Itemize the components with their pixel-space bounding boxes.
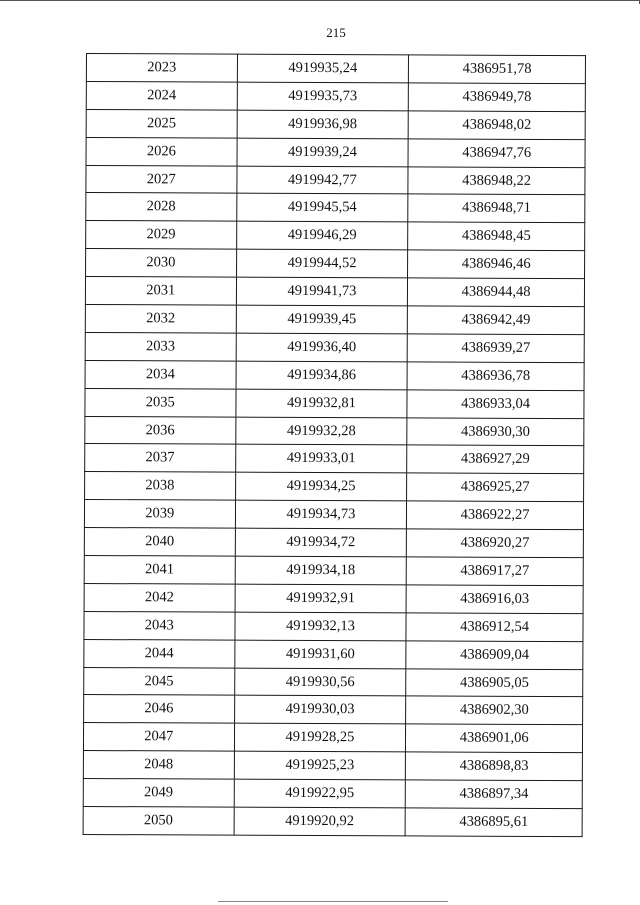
- x-coordinate-cell: 4919944,52: [236, 249, 408, 278]
- y-coordinate-cell: 4386930,30: [407, 417, 584, 446]
- table-row: [84, 583, 583, 613]
- table-row: [85, 305, 584, 335]
- point-number-cell: 2028: [86, 193, 237, 222]
- y-coordinate-cell: 4386948,02: [408, 111, 585, 140]
- point-number-cell: 2026: [86, 137, 237, 166]
- x-coordinate-cell: 4919922,95: [234, 779, 406, 808]
- x-coordinate-cell: 4919932,13: [235, 612, 407, 641]
- table-row: [86, 165, 585, 195]
- table-row: [84, 667, 583, 697]
- y-coordinate-cell: 4386901,06: [406, 724, 583, 753]
- y-coordinate-cell: 4386927,29: [407, 445, 584, 474]
- point-number-cell: 2024: [86, 81, 237, 110]
- y-coordinate-cell: 4386916,03: [406, 585, 583, 614]
- x-coordinate-cell: 4919920,92: [234, 807, 406, 836]
- table-row: [85, 444, 584, 474]
- point-number-cell: 2042: [84, 583, 235, 612]
- table-row: [83, 723, 582, 753]
- table-row: [86, 109, 585, 139]
- table-row: [84, 556, 583, 586]
- x-coordinate-cell: 4919925,23: [234, 751, 406, 780]
- y-coordinate-cell: 4386920,27: [407, 529, 584, 558]
- x-coordinate-cell: 4919933,01: [235, 445, 407, 474]
- point-number-cell: 2038: [85, 472, 236, 501]
- y-coordinate-cell: 4386898,83: [406, 752, 583, 781]
- y-coordinate-cell: 4386942,49: [408, 306, 585, 335]
- point-number-cell: 2029: [86, 221, 237, 250]
- x-coordinate-cell: 4919945,54: [236, 194, 408, 223]
- table-row: [84, 611, 583, 641]
- x-coordinate-cell: 4919932,81: [236, 389, 408, 418]
- x-coordinate-cell: 4919932,91: [235, 584, 407, 613]
- x-coordinate-cell: 4919934,72: [235, 528, 407, 557]
- point-number-cell: 2044: [84, 639, 235, 668]
- table-row: [84, 500, 583, 530]
- x-coordinate-cell: 4919934,86: [236, 361, 408, 390]
- point-number-cell: 2025: [86, 109, 237, 138]
- y-coordinate-cell: 4386905,05: [406, 668, 583, 697]
- point-number-cell: 2034: [85, 360, 236, 389]
- x-coordinate-cell: 4919932,28: [235, 417, 407, 446]
- y-coordinate-cell: 4386936,78: [407, 362, 584, 391]
- point-number-cell: 2033: [85, 332, 236, 361]
- table-row: [85, 416, 584, 446]
- table-row: [85, 332, 584, 362]
- table-row: [86, 81, 585, 111]
- table-row: [85, 388, 584, 418]
- coordinates-table-body: [83, 54, 585, 837]
- x-coordinate-cell: 4919934,25: [235, 473, 407, 502]
- point-number-cell: 2027: [86, 165, 237, 194]
- bottom-rule: [218, 901, 448, 902]
- table-row: [83, 751, 582, 781]
- x-coordinate-cell: 4919928,25: [234, 724, 406, 753]
- point-number-cell: 2030: [86, 249, 237, 278]
- y-coordinate-cell: 4386917,27: [406, 557, 583, 586]
- x-coordinate-cell: 4919936,98: [237, 110, 409, 139]
- page-number: 215: [326, 25, 346, 40]
- table-row: [85, 277, 584, 307]
- y-coordinate-cell: 4386922,27: [407, 501, 584, 530]
- table-row: [86, 193, 585, 223]
- point-number-cell: 2039: [84, 500, 235, 529]
- coordinates-table: [83, 53, 586, 837]
- point-number-cell: 2049: [83, 779, 234, 808]
- x-coordinate-cell: 4919941,73: [236, 277, 408, 306]
- table-row: [85, 360, 584, 390]
- point-number-cell: 2046: [84, 695, 235, 724]
- x-coordinate-cell: 4919930,56: [234, 668, 406, 697]
- point-number-cell: 2040: [84, 528, 235, 557]
- y-coordinate-cell: 4386909,04: [406, 641, 583, 670]
- x-coordinate-cell: 4919930,03: [234, 696, 406, 725]
- point-number-cell: 2036: [85, 416, 236, 445]
- y-coordinate-cell: 4386902,30: [406, 696, 583, 725]
- y-coordinate-cell: 4386925,27: [407, 473, 584, 502]
- table-row: [86, 54, 585, 84]
- x-coordinate-cell: 4919939,24: [237, 138, 409, 167]
- y-coordinate-cell: 4386946,46: [408, 250, 585, 279]
- point-number-cell: 2037: [85, 444, 236, 473]
- x-coordinate-cell: 4919931,60: [234, 640, 406, 669]
- table-row: [83, 807, 582, 837]
- x-coordinate-cell: 4919942,77: [236, 166, 408, 195]
- point-number-cell: 2050: [83, 807, 234, 836]
- y-coordinate-cell: 4386948,22: [408, 166, 585, 195]
- y-coordinate-cell: 4386949,78: [409, 83, 586, 112]
- point-number-cell: 2023: [86, 54, 237, 83]
- x-coordinate-cell: 4919939,45: [236, 305, 408, 334]
- y-coordinate-cell: 4386951,78: [409, 55, 586, 84]
- table-row: [84, 639, 583, 669]
- y-coordinate-cell: 4386947,76: [408, 139, 585, 168]
- table-row: [86, 137, 585, 167]
- y-coordinate-cell: 4386948,71: [408, 194, 585, 223]
- y-coordinate-cell: 4386895,61: [405, 808, 582, 837]
- point-number-cell: 2045: [84, 667, 235, 696]
- x-coordinate-cell: 4919946,29: [236, 222, 408, 251]
- point-number-cell: 2035: [85, 388, 236, 417]
- point-number-cell: 2041: [84, 556, 235, 585]
- y-coordinate-cell: 4386948,45: [408, 222, 585, 251]
- point-number-cell: 2047: [83, 723, 234, 752]
- table-row: [83, 779, 582, 809]
- y-coordinate-cell: 4386912,54: [406, 613, 583, 642]
- x-coordinate-cell: 4919935,24: [237, 54, 409, 83]
- point-number-cell: 2043: [84, 611, 235, 640]
- table-row: [84, 528, 583, 558]
- x-coordinate-cell: 4919935,73: [237, 82, 409, 111]
- table-row: [86, 249, 585, 279]
- y-coordinate-cell: 4386933,04: [407, 390, 584, 419]
- point-number-cell: 2048: [83, 751, 234, 780]
- table-row: [84, 695, 583, 725]
- point-number-cell: 2031: [85, 277, 236, 306]
- table-row: [85, 472, 584, 502]
- x-coordinate-cell: 4919936,40: [236, 333, 408, 362]
- y-coordinate-cell: 4386944,48: [408, 278, 585, 307]
- y-coordinate-cell: 4386897,34: [405, 780, 582, 809]
- point-number-cell: 2032: [85, 305, 236, 334]
- x-coordinate-cell: 4919934,18: [235, 556, 407, 585]
- table-row: [86, 221, 585, 251]
- y-coordinate-cell: 4386939,27: [407, 334, 584, 363]
- x-coordinate-cell: 4919934,73: [235, 500, 407, 529]
- top-rule: [0, 0, 640, 1]
